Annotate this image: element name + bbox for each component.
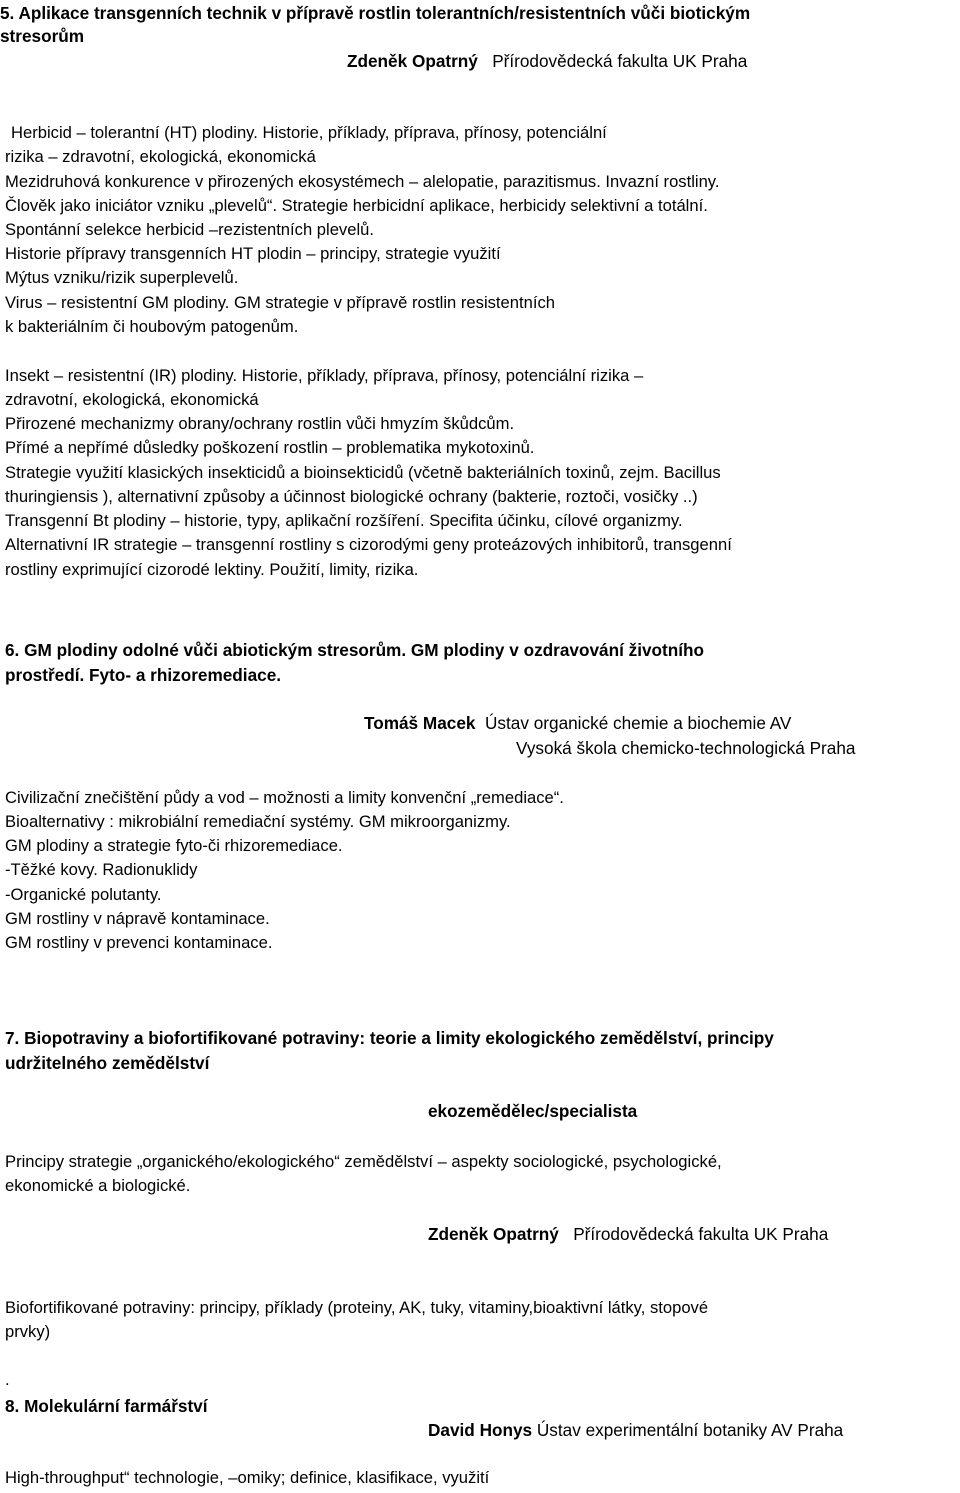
section-7-biofort-line: prvky): [5, 1322, 51, 1341]
section-5-line: Herbicid – tolerantní (HT) plodiny. Historie, příklady, příprava, přínosy, potenciální: [11, 123, 607, 142]
section-5-line: Virus – resistentní GM plodiny. GM strategie v přípravě rostlin resistentních: [5, 293, 555, 312]
section-5-ir-line: Insekt – resistentní (IR) plodiny. Historie, příklady, příprava, přínosy, potenciální rizika –: [5, 366, 644, 385]
section-8-affiliation: Ústav experimentální botaniky AV Praha: [536, 1420, 844, 1440]
section-6-line: GM rostliny v nápravě kontaminace.: [5, 909, 270, 928]
section-8-dot: .: [5, 1370, 10, 1389]
section-7-title-line2: udržitelného zemědělství: [5, 1053, 210, 1073]
section-5-ir-line: rostliny exprimující cizorodé lektiny. Použití, limity, rizika.: [5, 560, 419, 579]
section-5-ir-line: Přirozené mechanizmy obrany/ochrany rostlin vůči hmyzím škůdcům.: [5, 414, 515, 433]
section-5-ir-line: Alternativní IR strategie – transgenní rostliny s cizorodými geny proteázových inhibitorů, transgenní: [5, 535, 732, 554]
section-5-line: rizika – zdravotní, ekologická, ekonomická: [5, 147, 316, 166]
section-5-line: Mýtus vzniku/rizik superplevelů.: [5, 268, 239, 287]
section-7-byline: [428, 1224, 828, 1244]
section-6-line: -Těžké kovy. Radionuklidy: [5, 860, 198, 879]
section-5-line: Člověk jako iniciátor vzniku „plevelů“. Strategie herbicidní aplikace, herbicidy selektivní a totální.: [5, 196, 708, 215]
section-7-title-line1: 7. Biopotraviny a biofortifikované potraviny: teorie a limity ekologického zemědělství, principy: [5, 1028, 774, 1048]
section-5-title-line1: 5. Aplikace transgenních technik v přípravě rostlin tolerantních/resistentních vůči biotickým: [0, 3, 751, 23]
section-8-title: 8. Molekulární farmářství: [5, 1396, 208, 1416]
section-6-author: Tomáš Macek: [364, 713, 476, 733]
section-6-line: GM plodiny a strategie fyto-či rhizoremediace.: [5, 836, 343, 855]
section-5-title-line2: stresorům: [0, 26, 85, 46]
section-5-byline: [347, 51, 747, 71]
section-6-line: Civilizační znečištění půdy a vod – možnosti a limity konvenční „remediace“.: [5, 788, 564, 807]
section-6-line: GM rostliny v prevenci kontaminace.: [5, 933, 273, 952]
section-5-line: Historie přípravy transgenních HT plodin – principy, strategie využití: [5, 244, 501, 263]
section-5-ir-line: Transgenní Bt plodiny – historie, typy, aplikační rozšíření. Specifita účinku, cílové organizmy.: [5, 511, 683, 530]
section-8-byline: [428, 1420, 843, 1440]
section-6-affiliation-2: Vysoká škola chemicko-technologická Praha: [516, 738, 856, 758]
section-6-title-line1: 6. GM plodiny odolné vůči abiotickým stresorům. GM plodiny v ozdravování životního: [5, 640, 705, 660]
section-5-ir-line: zdravotní, ekologická, ekonomická: [5, 390, 259, 409]
section-5-affiliation: Přírodovědecká fakulta UK Praha: [492, 51, 748, 71]
section-6-byline: [364, 713, 791, 733]
section-8-author: David Honys: [428, 1420, 533, 1440]
section-7-line: ekonomické a biologické.: [5, 1176, 191, 1195]
section-5-ir-line: Přímé a nepřímé důsledky poškození rostlin – problematika mykotoxinů.: [5, 438, 535, 457]
section-5-line: Mezidruhová konkurence v přirozených ekosystémech – alelopatie, parazitismus. Invazní rostliny.: [5, 172, 720, 191]
section-6-line: -Organické polutanty.: [5, 885, 162, 904]
section-7-author: Zdeněk Opatrný: [428, 1224, 559, 1244]
section-6-affiliation-1: Ústav organické chemie a biochemie AV: [485, 713, 792, 733]
section-5-author: Zdeněk Opatrný: [347, 51, 478, 71]
section-6-title-line2: prostředí. Fyto- a rhizoremediace.: [5, 665, 282, 685]
section-5-ir-line: thuringiensis ), alternativní způsoby a účinnost biologické ochrany (bakterie, roztoči, vosičky ..): [5, 487, 698, 506]
section-7-line: Principy strategie „organického/ekologického“ zemědělství – aspekty sociologické, psychologické,: [5, 1152, 722, 1171]
section-5-ir-line: Strategie využití klasických insekticidů a bioinsekticidů (včetně bakteriálních toxinů, zejm. Bacillus: [5, 463, 721, 482]
section-6-line: Bioalternativy : mikrobiální remediační systémy. GM mikroorganizmy.: [5, 812, 511, 831]
section-8-line: High-throughput“ technologie, –omiky; definice, klasifikace, využití: [5, 1468, 490, 1487]
section-7-affiliation: Přírodovědecká fakulta UK Praha: [573, 1224, 829, 1244]
section-5-line: k bakteriálním či houbovým patogenům.: [5, 317, 299, 336]
section-5-line: Spontánní selekce herbicid –rezistentních plevelů.: [5, 220, 374, 239]
section-7-role: ekozemědělec/specialista: [428, 1101, 638, 1121]
section-7-biofort-line: Biofortifikované potraviny: principy, příklady (proteiny, AK, tuky, vitaminy,bioaktivní látky, stopové: [5, 1298, 709, 1317]
